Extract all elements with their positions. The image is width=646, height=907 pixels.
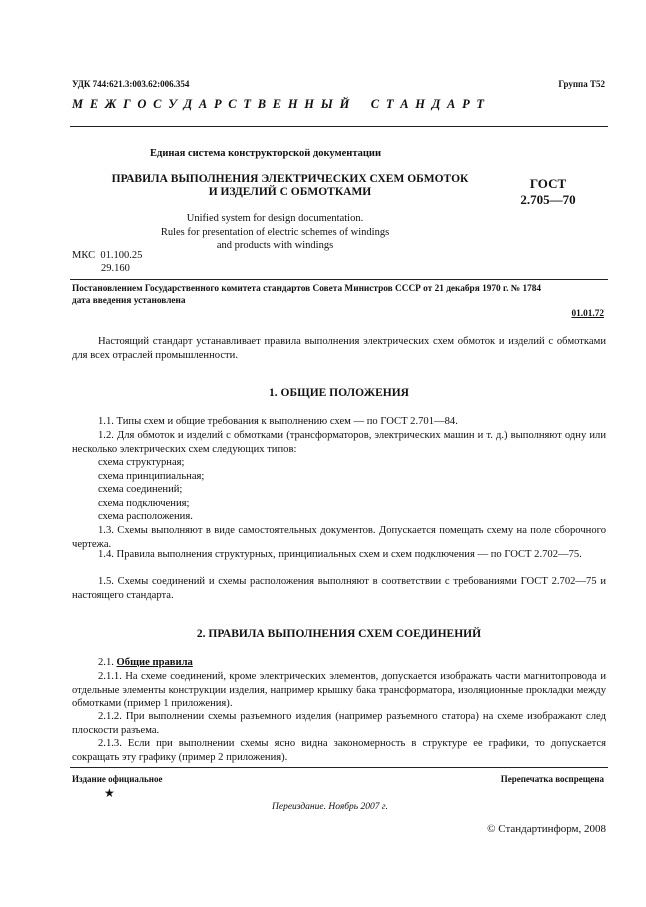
footer-rule (70, 767, 608, 768)
paragraph-2-1-1: 2.1.1. На схеме соединений, кроме электрических элементов, допускается изображать части магнитопровода и отдельные элементы конструкции изделия, например крышку бака трансформатора, изоляционные прокладки между обмотками (пример 1 приложения). (72, 671, 606, 710)
paragraph-1-1: 1.1. Типы схем и общие требования к выполнению схем — по ГОСТ 2.701—84. (98, 416, 458, 427)
decree-line-2: дата введения установлена (72, 296, 186, 306)
mks-label: МКС (72, 250, 96, 261)
section-2-heading: 2. ПРАВИЛА ВЫПОЛНЕНИЯ СХЕМ СОЕДИНЕНИЙ (196, 628, 482, 640)
list-item: схема подключения; (98, 497, 190, 509)
header-rule (70, 126, 608, 127)
paragraph-2-1-2: 2.1.2. При выполнении схемы разъемного изделия (например разъемного статора) на схеме изображают след плоскости разъема. (72, 711, 606, 736)
english-title (90, 212, 460, 253)
section-1-heading: 1. ОБЩИЕ ПОЛОЖЕНИЯ (269, 387, 409, 399)
effective-date: 01.01.72 (571, 309, 604, 319)
english-title-line-2: Rules for presentation of electric schemes of windings (160, 226, 390, 238)
decree-line-1: Постановлением Государственного комитета стандартов Совета Министров СССР от 21 декабря 1970 г. № 1784 (72, 284, 542, 294)
reprint-notice: Перепечатка воспрещена (500, 774, 604, 784)
subsection-number: 2.1. (98, 657, 114, 668)
gost-number: 2.705—70 (520, 191, 576, 207)
intro-paragraph: Настоящий стандарт устанавливает правила выполнения электрических схем обмоток и изделий с обмотками для всех отраслей промышленности. (72, 336, 606, 361)
list-item: схема расположения. (98, 511, 193, 523)
mks-block (72, 249, 142, 263)
group-code: Группа Т52 (558, 79, 605, 89)
udk-code: УДК 744:621.3:003.62:006.354 (72, 79, 190, 89)
mks-code-1: 01.100.25 (100, 250, 143, 261)
mks-code-2: 29.160 (101, 263, 130, 274)
paragraph-1-3: 1.3. Схемы выполняют в виде самостоятельных документов. Допускается помещать схему на поле сборочного чертежа. (72, 525, 606, 550)
edition-label: Издание официальное (72, 774, 163, 784)
list-item: схема принципиальная; (98, 470, 205, 482)
title-line-2: И ИЗДЕЛИЙ С ОБМОТКАМИ (208, 186, 372, 198)
standard-type: М Е Ж Г О С У Д А Р С Т В Е Н Н Ы Й С Т А Н Д А Р Т (72, 97, 486, 111)
paragraph-1-2: 1.2. Для обмоток и изделий с обмотками (трансформаторов, электрических машин и т. д.) выполняют одну или несколько электрических схем следующих типов: (72, 430, 606, 455)
gost-label: ГОСТ (529, 176, 567, 191)
paragraph-1-4: 1.4. Правила выполнения структурных, принципиальных схем и схем подключения — по ГОСТ 2.702—75. (98, 549, 582, 560)
subsection-2-1 (98, 657, 193, 668)
paragraph-1-5: 1.5. Схемы соединений и схемы расположения выполняют в соответствии с требованиями ГОСТ 2.702—75 и настоящего стандарта. (72, 576, 606, 601)
list-item: схема соединений; (98, 484, 183, 496)
star-icon: ★ (104, 786, 115, 800)
title-line-1: ПРАВИЛА ВЫПОЛНЕНИЯ ЭЛЕКТРИЧЕСКИХ СХЕМ ОБМОТОК (111, 173, 469, 185)
system-name: Единая система конструкторской документации (150, 148, 381, 159)
english-title-line-3: and products with windings (216, 240, 334, 251)
title-rule (70, 279, 608, 280)
subsection-title: Общие правила (116, 657, 193, 668)
english-title-line-1: Unified system for design documentation. (186, 213, 364, 224)
gost-designation (508, 176, 588, 207)
copyright: © Стандартинформ, 2008 (487, 823, 606, 835)
paragraph-2-1-3: 2.1.3. Если при выполнении схемы ясно видна закономерность в структуре ее графики, то допускается сокращать эту графику (пример 2 приложения). (72, 738, 606, 763)
doc-title (80, 173, 500, 199)
list-item: схема структурная; (98, 457, 185, 468)
reissue-note: Переиздание. Ноябрь 2007 г. (272, 802, 388, 812)
